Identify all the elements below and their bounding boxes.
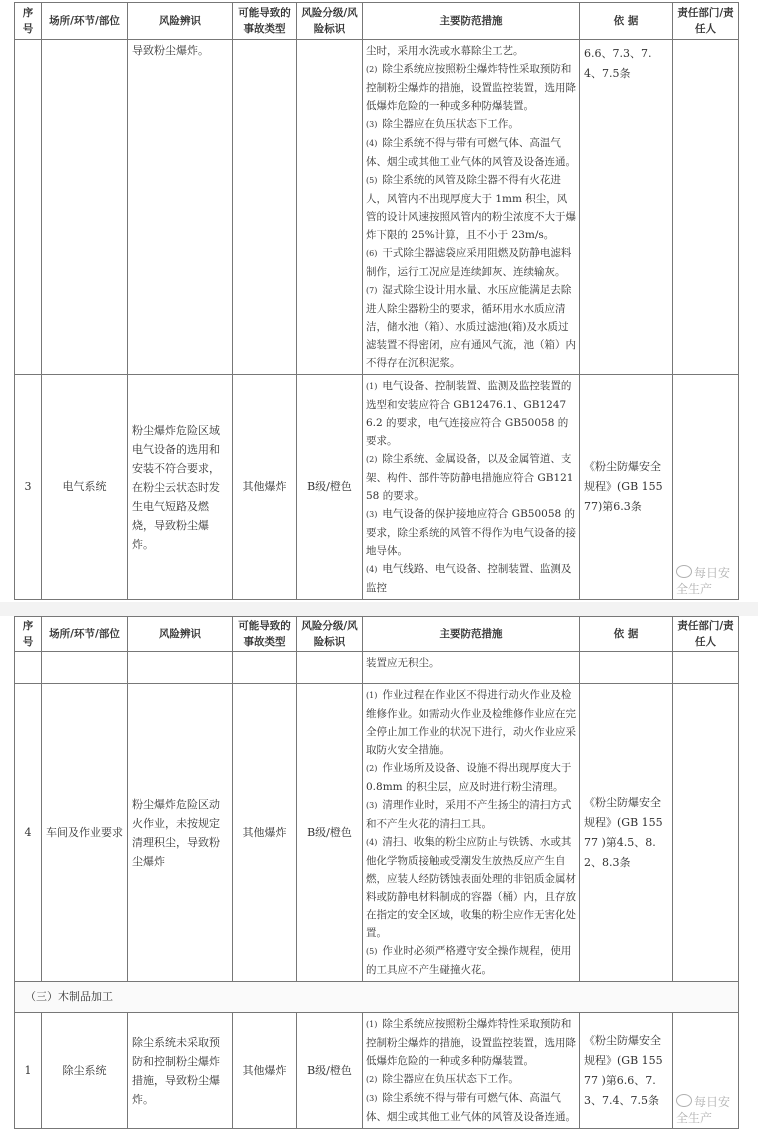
header-basis: 依 据 <box>580 3 673 40</box>
measure-number: (2) <box>366 455 378 464</box>
header-measures: 主要防范措施 <box>363 3 580 40</box>
header-seq: 序号 <box>15 3 42 40</box>
header-accident: 可能导致的事故类型 <box>233 617 297 652</box>
header-level: 风险分级/风险标识 <box>297 617 363 652</box>
cell-place: 车间及作业要求 <box>42 684 128 982</box>
header-risk: 风险辨识 <box>128 3 233 40</box>
section-row <box>15 982 739 1013</box>
measure-item <box>366 505 576 560</box>
measure-text: 除尘系统不得与带有可燃气体、高温气体、烟尘或其他工业气体的风管及设备连通。 <box>366 1092 576 1123</box>
header-level: 风险分级/风险标识 <box>297 3 363 40</box>
measure-item <box>366 60 576 115</box>
cell-measures <box>363 375 580 600</box>
measure-text: 作业过程在作业区不得进行动火作业及检维修作业。如需动火作业及检维修作业应在完全停止加工作业的状况下进行，动火作业应采取防火安全措施。 <box>366 689 576 756</box>
cell-measures <box>363 40 580 375</box>
measure-number: (4) <box>366 565 378 574</box>
measure-number: (3) <box>366 510 378 519</box>
table-row <box>15 652 739 684</box>
cell-measures <box>363 1013 580 1129</box>
cell-place: 电气系统 <box>42 375 128 600</box>
header-risk: 风险辨识 <box>128 617 233 652</box>
table-block-1 <box>14 0 738 600</box>
measure-item <box>366 1070 576 1089</box>
section-title: （三）木制品加工 <box>15 982 739 1013</box>
measure-number: (4) <box>366 139 378 148</box>
cell-accident <box>233 40 297 375</box>
measure-item <box>366 244 576 281</box>
page-gap <box>0 602 758 616</box>
measure-item <box>366 134 576 171</box>
measure-text: 清扫、收集的粉尘应防止与铁锈、水或其他化学物质接触或受潮发生放热反应产生自燃，应装人经防锈蚀表面处理的非铝质金属材料或防静电材料制成的容器（桶）内，且存放在指定的安全区域，收集的粉尘应作无害化处置。 <box>366 836 576 939</box>
measure-text: 湿式除尘设计用水量、水压应能满足去除进人除尘器粉尘的要求，循环用水水质应清洁，储水池（箱）、水质过滤池(箱)及水质过滤装置不得密闭，应有通风气流，池（箱）内不得存在沉积泥浆。 <box>366 284 576 369</box>
measure-item <box>366 171 576 244</box>
table-row <box>15 375 739 600</box>
measure-number: (5) <box>366 176 378 185</box>
measure-item <box>366 281 576 372</box>
cell-risk: 除尘系统未采取预防和控制粉尘爆炸措施，导致粉尘爆炸。 <box>128 1013 233 1129</box>
header-seq: 序号 <box>15 617 42 652</box>
cell-measures <box>363 684 580 982</box>
header-owner: 责任部门/责任人 <box>673 3 739 40</box>
measure-item <box>366 942 576 979</box>
wechat-icon <box>676 565 692 578</box>
header-basis: 依 据 <box>580 617 673 652</box>
table-row <box>15 684 739 982</box>
measure-number: (5) <box>366 947 378 956</box>
cell-level: B级/橙色 <box>297 684 363 982</box>
measure-item <box>366 796 576 833</box>
measure-number: (4) <box>366 838 378 847</box>
header-row <box>15 617 739 652</box>
watermark-text: 每日安全生产 <box>676 1095 731 1125</box>
table-block-2 <box>14 616 738 1129</box>
watermark <box>676 565 735 597</box>
measure-number: (2) <box>366 1075 378 1084</box>
measure-text: 清理作业时，采用不产生扬尘的清扫方式和不产生火花的清扫工具。 <box>366 799 572 830</box>
cell-seq: 4 <box>15 684 42 982</box>
cell-accident: 其他爆炸 <box>233 684 297 982</box>
measure-item <box>366 686 576 759</box>
measure-number: (3) <box>366 801 378 810</box>
cell-risk: 导致粉尘爆炸。 <box>128 40 233 375</box>
cell-basis: 《粉尘防爆安全规程》(GB 15577 )第6.6、7.3、7.4、7.5条 <box>580 1013 673 1129</box>
measure-item <box>366 1089 576 1126</box>
cell-level: B级/橙色 <box>297 1013 363 1129</box>
measure-text: 干式除尘器滤袋应采用阻燃及防静电滤料制作，运行工况应是连续卸灰、连续输灰。 <box>366 247 572 278</box>
cell-accident <box>233 652 297 684</box>
measure-text: 电气线路、电气设备、控制装置、监测及监控 <box>366 563 572 594</box>
measure-number: (1) <box>366 691 378 700</box>
measure-number: (3) <box>366 1094 378 1103</box>
cell-place <box>42 652 128 684</box>
cell-seq: 3 <box>15 375 42 600</box>
cell-level <box>297 652 363 684</box>
measure-text: 除尘系统不得与带有可燃气体、高温气体、烟尘或其他工业气体的风管及设备连通。 <box>366 137 576 168</box>
measure-number: (1) <box>366 1020 378 1029</box>
header-place: 场所/环节/部位 <box>42 617 128 652</box>
cell-basis: 6.6、7.3、7.4、7.5条 <box>580 40 673 375</box>
risk-table-1 <box>14 2 739 600</box>
measure-item <box>366 115 576 134</box>
cell-level: B级/橙色 <box>297 375 363 600</box>
wechat-icon <box>676 1094 692 1107</box>
measure-text: 除尘器应在负压状态下工作。 <box>382 118 519 130</box>
risk-table-2 <box>14 616 739 1129</box>
measure-text: 除尘系统的风管及除尘器不得有火花进人，风管内不出现厚度大于 1mm 积尘，风管的设计风速按照风管内的粉尘浓度不大于爆炸下限的 25%计算，且不小于 23m/s。 <box>366 174 576 241</box>
watermark-text: 每日安全生产 <box>676 566 731 596</box>
cell-owner <box>673 40 739 375</box>
cell-basis <box>580 652 673 684</box>
measure-item <box>366 654 576 672</box>
measure-text: 除尘系统应按照粉尘爆炸特性采取预防和控制粉尘爆炸的措施，设置监控装置，选用降低爆炸危险的一种或多种防爆装置。 <box>366 63 576 112</box>
cell-accident: 其他爆炸 <box>233 1013 297 1129</box>
measure-text: 除尘系统应按照粉尘爆炸特性采取预防和控制粉尘爆炸的措施，设置监控装置，选用降低爆炸危险的一种或多种防爆装置。 <box>366 1018 576 1067</box>
cell-seq <box>15 652 42 684</box>
cell-accident: 其他爆炸 <box>233 375 297 600</box>
cell-owner <box>673 652 739 684</box>
measure-text: 作业场所及设备、设施不得出现厚度大于 0.8mm 的积尘层，应及时进行粉尘清理。 <box>366 762 572 793</box>
cell-place: 除尘系统 <box>42 1013 128 1129</box>
header-row <box>15 3 739 40</box>
watermark <box>676 1094 735 1126</box>
header-place: 场所/环节/部位 <box>42 3 128 40</box>
cell-level <box>297 40 363 375</box>
measure-number: (3) <box>366 120 378 129</box>
cell-risk <box>128 652 233 684</box>
header-measures: 主要防范措施 <box>363 617 580 652</box>
measure-item <box>366 560 576 597</box>
measure-text: 尘时，采用水洗或水幕除尘工艺。 <box>366 45 524 57</box>
header-owner: 责任部门/责任人 <box>673 617 739 652</box>
measure-number: (1) <box>366 382 378 391</box>
measure-number: (7) <box>366 286 378 295</box>
measure-item <box>366 377 576 450</box>
measure-text: 除尘系统、金属设备，以及金属管道、支架、构件、部件等防静电措施应符合 GB12158 的要求。 <box>366 453 574 502</box>
cell-owner <box>673 684 739 982</box>
measure-text: 装置应无积尘。 <box>366 657 440 669</box>
cell-risk: 粉尘爆炸危险区动火作业，未按规定清理积尘，导致粉尘爆炸 <box>128 684 233 982</box>
cell-basis: 《粉尘防爆安全规程》(GB 15577)第6.3条 <box>580 375 673 600</box>
cell-seq <box>15 40 42 375</box>
measure-item <box>366 1015 576 1070</box>
measure-number: (2) <box>366 65 378 74</box>
cell-risk: 粉尘爆炸危险区域电气设备的选用和安装不符合要求，在粉尘云状态时发生电气短路及燃烧，导致粉尘爆炸。 <box>128 375 233 600</box>
cell-seq: 1 <box>15 1013 42 1129</box>
measure-item <box>366 450 576 505</box>
measure-item <box>366 759 576 796</box>
table-row <box>15 1013 739 1129</box>
cell-measures <box>363 652 580 684</box>
measure-text: 电气设备、控制装置、监测及监控装置的选型和安装应符合 GB12476.1、GB12476.2 的要求，电气连接应符合 GB50058 的要求。 <box>366 380 572 447</box>
header-accident: 可能导致的事故类型 <box>233 3 297 40</box>
measure-text: 电气设备的保护接地应符合 GB50058 的要求，除尘系统的风管不得作为电气设备的接地导体。 <box>366 508 576 557</box>
cell-owner <box>673 1013 739 1129</box>
table-row <box>15 40 739 375</box>
measure-text: 作业时必须严格遵守安全操作规程，使用的工具应不产生碰撞火花。 <box>366 945 572 976</box>
measure-item <box>366 833 576 942</box>
measure-text: 除尘器应在负压状态下工作。 <box>382 1073 519 1085</box>
cell-owner <box>673 375 739 600</box>
measure-number: (6) <box>366 249 378 258</box>
cell-place <box>42 40 128 375</box>
measure-number: (2) <box>366 764 378 773</box>
measure-item <box>366 42 576 60</box>
cell-basis: 《粉尘防爆安全规程》(GB 15577 )第4.5、8.2、8.3条 <box>580 684 673 982</box>
